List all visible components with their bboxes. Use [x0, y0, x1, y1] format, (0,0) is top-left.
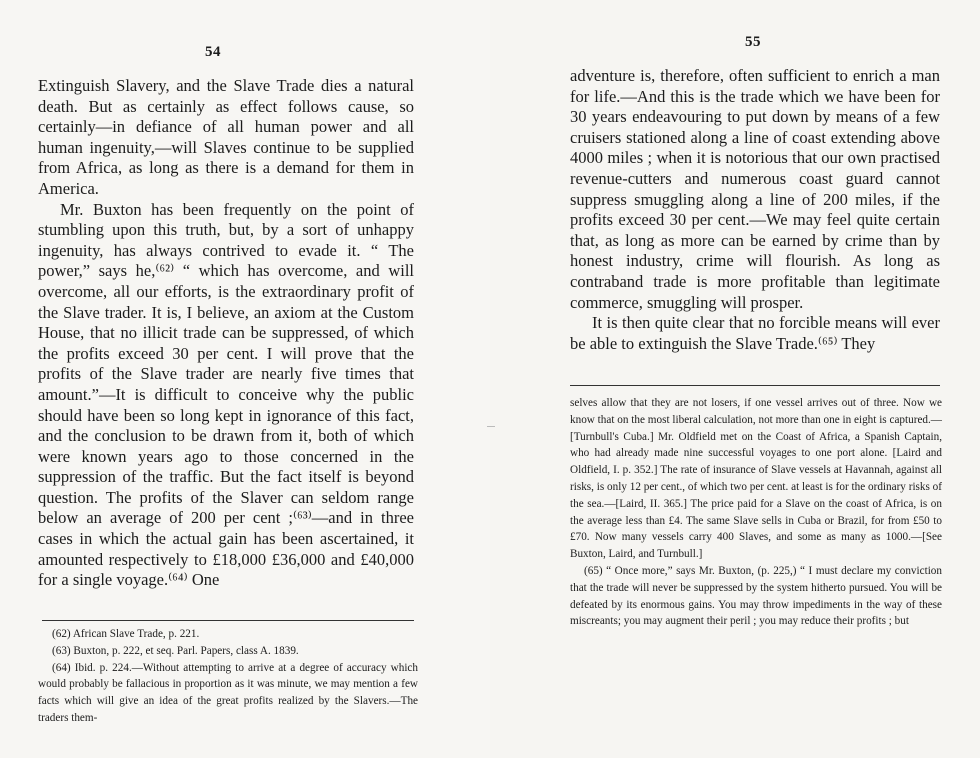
body-text — [38, 76, 414, 591]
paragraph: Mr. Buxton has been frequently on the point of stumbling upon this truth, but, by a sort of unhappy ingenuity, has always contrived to evade it. “ The power,” says he,⁽⁶²⁾ “ which has overcome, and will overcome, all our efforts, is the extraordinary profit of the Slave trader. It is, I believe, an axiom at the Custom House, that no illicit trade can be suppressed, of which the profits exceed 30 per cent. I will prove that the profits of the Slave trader are nearly five times that amount.”—It is difficult to conceive why the public should have been so long kept in ignorance of this fact, and the conclusion to be drawn from it, both of which were known years ago to those concerned in the suppression of the traffic. But the fact itself is beyond question. The profits of the Slaver can seldom range below an average of 200 per cent ;⁽⁶³⁾—and in three cases in which the actual gain has been ascertained, it amounted respectively to £18,000 £36,000 and £40,000 for a single voyage.⁽⁶⁴⁾ One — [38, 199, 414, 590]
footnote-rule — [42, 620, 414, 621]
right-page — [490, 0, 980, 758]
footnote: selves allow that they are not losers, if one vessel arrives out of three. Now we know that on the most liberal calculation, not more than one in eight is captured.—[Turnbull's Cuba.] Mr. Oldfield met on the Coast of Africa, a Spanish Captain, who had already made nine successful voyages to one port alone. [Laird and Oldfield, I. p. 352.] The rate of insurance of Slave vessels at Havannah, against all risks, is only 12 per cent., of which two per cent. at least is for the ordinary risks of the sea.—[Laird, II. 365.] The price paid for a Slave on the coast of Africa, is on the average less than £4. The same Slave sells in Cuba or Brazil, for from £50 to £70. Now many vessels carry 400 Slaves, and some as many as 1000.—[See Buxton, Laird, and Turnbull.] — [570, 397, 942, 561]
paragraph: adventure is, therefore, often sufficient to enrich a man for life.—And this is the trade which we have been for 30 years endeavouring to put down by means of a few cruisers stationed along a line of coast extending above 4000 miles ; when it is notorious that our own practised revenue-cutters and numerous coast guard cannot suppress smuggling along a line of 200 miles, if the profits exceed 30 per cent.—We may feel quite certain that, as long as more can be earned by crime than by honest industry, crime will flourish. As long as contraband trade is more profitable than legitimate commerce, smuggling will prosper. — [570, 66, 940, 312]
paragraph: Extinguish Slavery, and the Slave Trade dies a natural death. But as certainly as effect follows cause, so certainly—in defiance of all human power and all human ingenuity,—will Slaves continue to be supplied from Africa, as long as there is a demand for them in America. — [38, 76, 414, 198]
page-number: 54 — [205, 44, 221, 60]
footnotes — [38, 626, 418, 727]
footnote: (62) African Slave Trade, p. 221. — [52, 628, 200, 640]
page-number: 55 — [745, 34, 761, 50]
paragraph: It is then quite clear that no forcible means will ever be able to extinguish the Slave Trade.⁽⁶⁵⁾ They — [570, 313, 940, 353]
gutter-mark — [487, 426, 495, 427]
footnote: (64) Ibid. p. 224.—Without attempting to arrive at a degree of accuracy which would probably be fallacious in proportion as it was minute, we may mention a few facts which will give an idea of the great profits realized by the Slavers.—The traders them- — [38, 661, 418, 724]
footnotes — [570, 395, 942, 630]
footnote-rule — [570, 385, 940, 386]
footnote: (65) “ Once more,” says Mr. Buxton, (p. 225,) “ I must declare my conviction that the trade will never be suppressed by the system hitherto pursued. You will be defeated by its enormous gains. You may throw impediments in the way of these miscreants; you may augment their peril ; you may reduce their profits ; but — [570, 564, 942, 628]
body-text — [570, 66, 940, 354]
footnote: (63) Buxton, p. 222, et seq. Parl. Papers, class A. 1839. — [52, 644, 299, 657]
